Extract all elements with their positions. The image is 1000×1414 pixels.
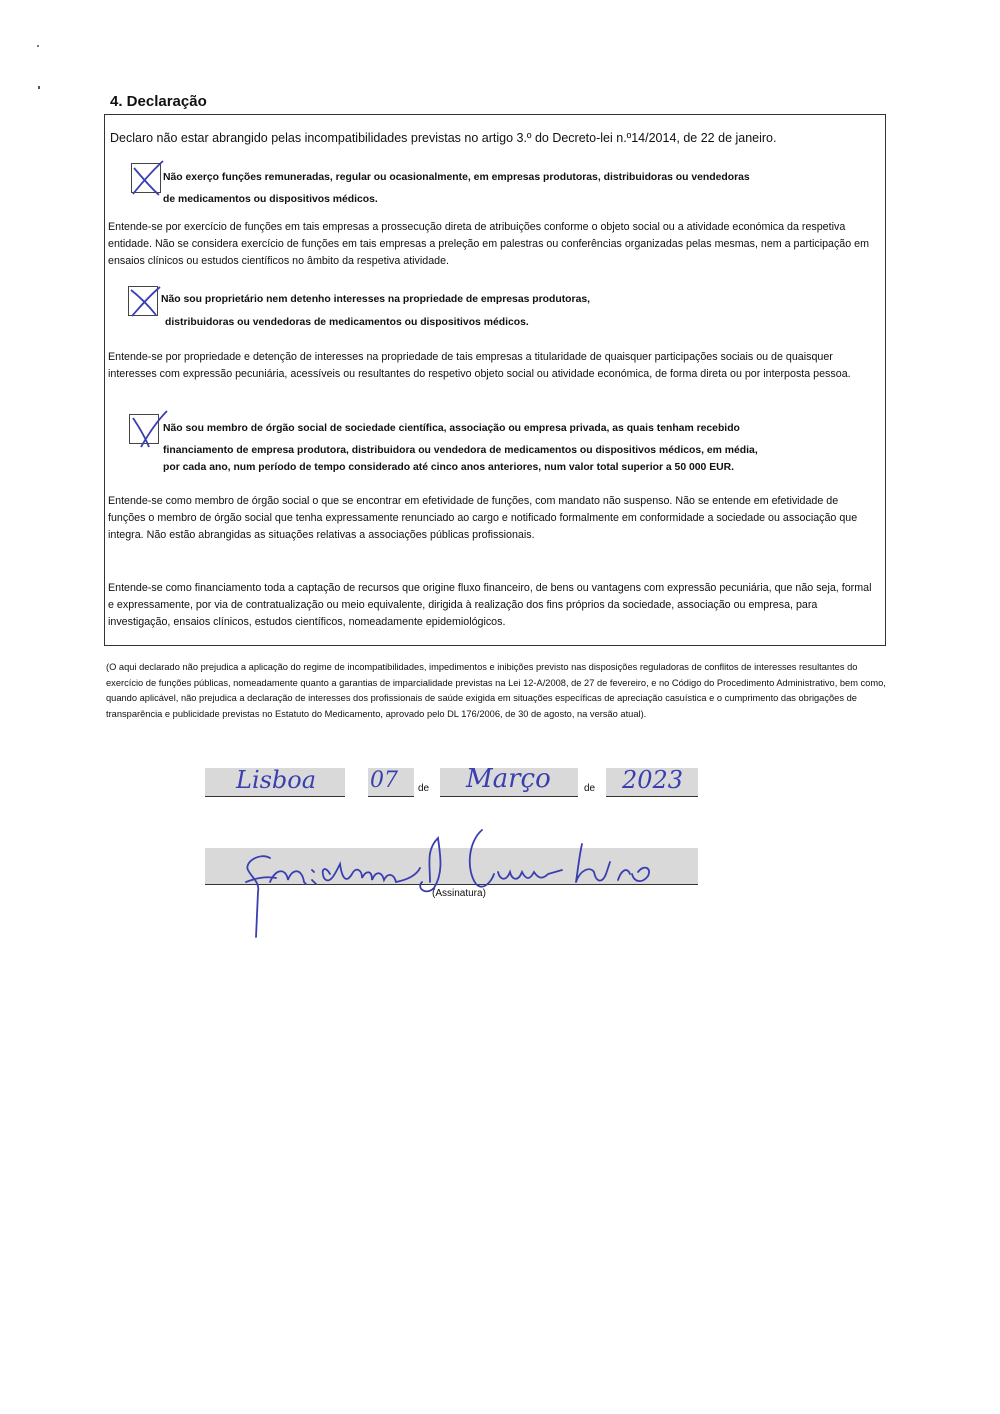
- date-separator-1: de: [418, 783, 430, 794]
- section-heading: 4. Declaração: [110, 93, 207, 110]
- checkbox-no-social-body-membership[interactable]: [129, 414, 159, 444]
- option-2-line-1: Não sou proprietário nem detenho interesses na propriedade de empresas produtoras,: [161, 294, 591, 305]
- option-2-line-2: distribuidoras ou vendedoras de medicamentos ou dispositivos médicos.: [165, 317, 529, 328]
- signature-label: (Assinatura): [432, 888, 486, 899]
- place-underline: [205, 796, 345, 797]
- handwritten-signature[interactable]: [230, 822, 680, 942]
- option-3-explanation: Entende-se como membro de órgão social o que se encontrar em efetividade de funções, com mandato não suspenso. Não se entende em efetividade de funções o membro de órgão social que tenha expressamente renunciado ao cargo e notificado formalmente em conformidade a sociedade ou associação que integra. Não estão abrangidas as situações relativas a associações públicas profissionais.: [108, 495, 858, 541]
- legal-footnote: (O aqui declarado não prejudica a aplicação do regime de incompatibilidades, impedimentos e inibições previsto nas disposições reguladoras de conflitos de interesses resultantes do exercício de funções públicas, nomeadamente quanto a garantias de imparcialidade previstas na Lei 12-A/2008, de 27 de fevereiro, e no Código do Procedimento Administrativo, bem como, quando aplicável, não prejudica a declaração de interesses dos profissionais de saúde exigida em situações específicas de apreciação casuística e o cumprimento das obrigações de transparência e publicidade previstas no Estatuto do Medicamento, aprovado pelo DL 176/2006, de 30 de agosto, na versão atual).: [106, 662, 886, 719]
- cross-mark-icon: [126, 281, 162, 321]
- day-underline: [368, 796, 414, 797]
- option-1-line-1: Não exerço funções remuneradas, regular ou ocasionalmente, em empresas produtoras, distribuidoras ou vendedoras: [163, 172, 750, 183]
- option-3-line-3: por cada ano, num período de tempo considerado até cinco anos anteriores, num valor total superior a 50 000 EUR.: [163, 462, 735, 473]
- intro-text: Declaro não estar abrangido pelas incompatibilidades previstas no artigo 3.º do Decreto-lei n.º14/2014, de 22 de janeiro.: [110, 131, 777, 145]
- cross-mark-icon: [129, 158, 165, 198]
- option-3-line-2: financiamento de empresa produtora, distribuidora ou vendedora de medicamentos ou dispositivos médicos, em média,: [163, 445, 758, 456]
- option-1-explanation: Entende-se por exercício de funções em tais empresas a prossecução direta de atribuições conforme o objeto social ou a atividade económica da respetiva entidade. Não se considera exercício de funções em tais empresas a preleção em palestras ou conferências organizadas pelas mesmas, nem a participação em ensaios clínicos ou estudos científicos no âmbito da respetiva atividade.: [108, 221, 869, 267]
- cross-mark-icon: [127, 409, 167, 451]
- scan-mark: [37, 45, 39, 47]
- checkbox-no-ownership-interests[interactable]: [128, 286, 158, 316]
- place-field[interactable]: Lisboa: [236, 766, 317, 794]
- month-underline: [440, 796, 578, 797]
- year-underline: [606, 796, 698, 797]
- financing-note: Entende-se como financiamento toda a captação de recursos que origine fluxo financeiro, de bens ou vantagens com expressão pecuniária, que não seja, formal e expressamente, por via de contratualização ou meio equivalente, dirigida à realização dos fins próprios da sociedade, associação ou empresa, para investigação, ensaios clínicos, estudos científicos, nomeadamente epidemiológicos.: [108, 582, 872, 628]
- checkbox-no-remunerated-functions[interactable]: [131, 163, 161, 193]
- month-field[interactable]: Março: [466, 764, 551, 794]
- year-field[interactable]: 2023: [622, 766, 684, 794]
- day-field[interactable]: 07: [370, 768, 398, 793]
- scan-mark: [38, 86, 40, 89]
- option-1-line-2: de medicamentos ou dispositivos médicos.: [163, 194, 378, 205]
- option-3-line-1: Não sou membro de órgão social de sociedade científica, associação ou empresa privada, as quais tenham recebido: [163, 423, 740, 434]
- date-separator-2: de: [584, 783, 596, 794]
- option-2-explanation: Entende-se por propriedade e detenção de interesses na propriedade de tais empresas a titularidade de quaisquer participações sociais ou de quaisquer interesses com expressão pecuniária, acessíveis ou resultantes do respetivo objeto social ou atividade económica, de forma direta ou por interposta pessoa.: [108, 351, 851, 380]
